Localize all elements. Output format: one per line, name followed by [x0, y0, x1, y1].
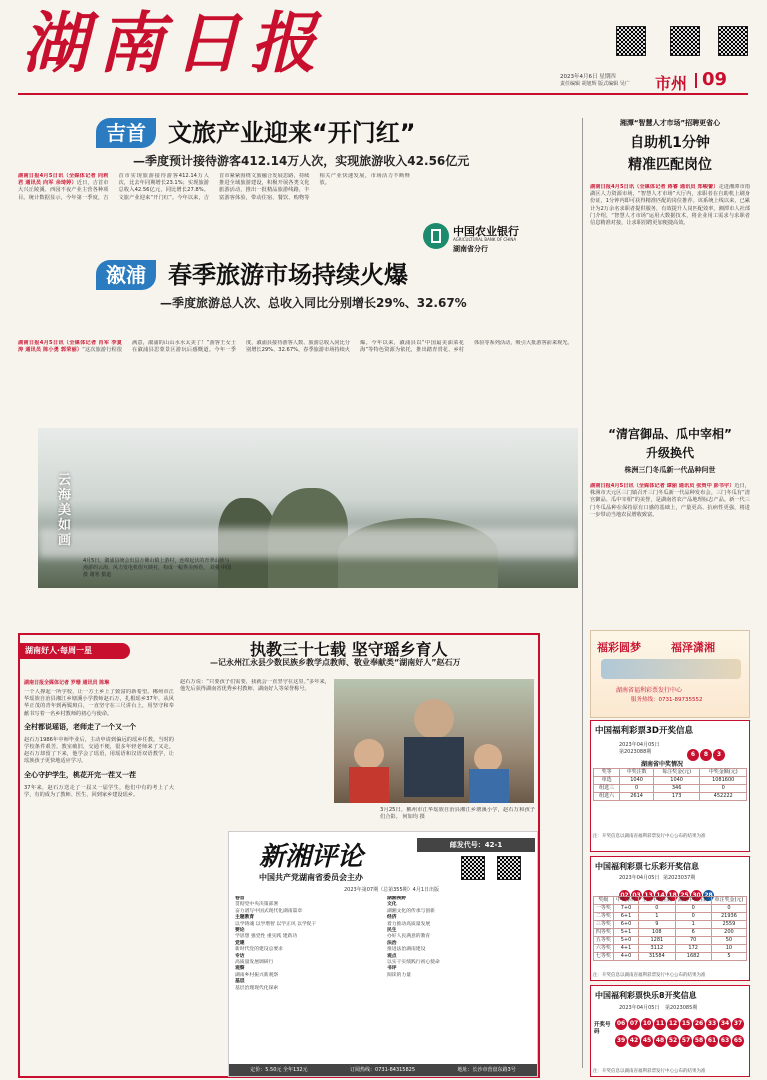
number-ball: 07	[628, 1018, 640, 1030]
lottery-title: 中国福利彩票3D开奖信息	[595, 726, 693, 736]
region-tag: 溆浦	[96, 260, 156, 290]
article-body	[18, 340, 578, 420]
sidebar-article-zhuzhou	[590, 425, 750, 625]
newspaper-title: 湖南日报	[22, 4, 326, 82]
headline: 执教三十七载 坚守瑶乡育人	[250, 640, 448, 659]
toc-item: 新时代党的建设总要求	[235, 947, 283, 953]
toc-item: 观察	[235, 966, 245, 972]
subheadline: —季度旅游总人次、总收入同比分别增长29%、32.67%	[160, 296, 467, 310]
qr-code-journal	[461, 856, 485, 880]
number-ball: 6	[687, 749, 699, 761]
headline-line2: 升级换代	[645, 446, 694, 460]
number-ball: 18	[668, 892, 677, 899]
number-ball: 57	[680, 1035, 692, 1047]
draw-date: 2023年04月05日	[619, 742, 660, 748]
toc-item: 湖湘文化的传承与创新	[387, 908, 435, 914]
photo-caption: 4月5日，溆浦县统会出县万佛山镇上游村，连绵起伏的青翠山岭与漫游的云海，风力发电机组互映衬，构成一幅秀美画卷。 刘强 中国摄 谢寒 摄道	[83, 558, 232, 578]
table-row: 六等奖 4+1 3112 172 10	[594, 945, 747, 953]
table-row: 组选六 2614 173 452222	[594, 793, 747, 801]
region-tag: 吉首	[96, 118, 156, 148]
headline-line2: 精准匹配岗位	[628, 157, 712, 173]
number-ball: 03	[632, 892, 641, 899]
number-ball: 65	[732, 1035, 744, 1047]
journal-footer	[229, 1064, 537, 1076]
toc-left	[235, 896, 380, 1056]
toc-item: 要论	[235, 928, 245, 934]
article-xupu	[18, 258, 578, 638]
toc-item: 办好人民满意的教育	[387, 934, 431, 940]
toc-item: 以实干实绩践行初心使命	[387, 960, 440, 966]
editors: 责任编辑 胡旭辉 版式编辑 吴广	[560, 81, 630, 87]
journal-org: 中国共产党湖南省委员会主办	[259, 873, 363, 882]
number-ball: 33	[706, 1018, 718, 1030]
body-text: “这次旅游行程很满意，溆浦的山山水水太美了！”游客王女士在溆浦县思蒙景区游玩后感慨道。今年一季度，溆浦县接待游客人数、旅游总收入同比分别增长29%、32.67%，春季旅游市场持续火爆。今年以来，溆浦县以“中国最美油菜花海”等特色资源为依托，推出踏青赏花、乡村体验等系列活动，吸引大批游客前来观光。	[82, 340, 573, 354]
article-body	[18, 173, 410, 253]
article-jishou	[18, 118, 578, 253]
table-row: 五等奖 5+0 1281 70 50	[594, 937, 747, 945]
subtitle: 全心守护学生，桃花开完一茬又一茬	[24, 770, 136, 779]
landmark-graphic	[601, 659, 741, 679]
toc-item: 高质量发展调研行	[235, 960, 274, 966]
masthead	[0, 0, 767, 98]
winning-numbers	[687, 741, 726, 761]
toc-item: 专访	[235, 953, 245, 959]
number-ball: 48	[654, 1035, 666, 1047]
bank-ad	[423, 221, 548, 255]
toc-item: 法治	[387, 940, 397, 946]
qr-code-3	[718, 26, 748, 56]
number-ball: 39	[615, 1035, 627, 1047]
number-ball: 25	[680, 892, 689, 899]
disclaimer: 注：开奖信息以湖南省福利彩票发行中心公布的结果为准	[593, 973, 706, 978]
body-paragraph: 一个人撑起一所学校，让一方土乡上了致富的新希望。郴州市江华瑶族自治县湘江乡塘溪小学教师赵石万，扎根瑶乡37年，从风华正茂的青年到两鬓斑白，一直坚守在三尺讲台上，用坚守和奉献书写着一名乡村教师的初心与使命。	[24, 689, 174, 717]
draw-issue: 第2023037期	[663, 875, 696, 881]
lottery-7lc	[590, 856, 750, 981]
journal-code: 邮发代号：42-1	[417, 838, 535, 852]
page-number: 09	[702, 69, 728, 90]
bank-name-en: AGRICULTURAL BANK OF CHINA	[453, 237, 517, 242]
number-ball: 11	[654, 1018, 666, 1030]
number-ball: 8	[700, 749, 712, 761]
toc-item: 学思想 强党性 重实践 建新功	[235, 934, 298, 940]
fucai-center: 湖南省福利彩票发行中心	[616, 687, 683, 694]
table-row: 四等奖 5+1 108 6 200	[594, 929, 747, 937]
pre-headline: 湘潭“智慧人才市场”招聘更省心	[619, 119, 721, 127]
number-ball: 42	[628, 1035, 640, 1047]
toc-right	[387, 896, 532, 1056]
table-row: 二等奖 6+1 1 0 21936	[594, 913, 747, 921]
fucai-brand: 福彩圆梦	[597, 641, 641, 654]
number-ball: 15	[680, 1018, 692, 1030]
toc-item: 民生	[387, 928, 397, 934]
teacher-photo	[334, 679, 534, 803]
xinxiang-ad	[228, 831, 538, 1077]
body-text: 近日，株洲市天元区三门镇召开三门冬瓜新一代品种发布会。三门冬瓜有“清宫御品、瓜中宰相”的美誉，是湖南省农产品地理标志产品。新一代三门冬瓜品种在保持原有口感的基础上，产量更高、抗病性更强，将进一步带动当地农民增收致富。	[590, 483, 750, 518]
toc-item: 书评	[387, 966, 397, 972]
bank-name: 中国农业银行	[453, 225, 519, 238]
table-row: 一等奖 7+0 0 0 0	[594, 905, 747, 913]
journal-phone: 订阅热线：0731-84315825	[350, 1067, 416, 1073]
number-ball: 52	[667, 1035, 679, 1047]
byline: 湖南日报4月5日讯（全媒体记者 肖军 李夏涛 通讯员 陈小勇 郭荣丽）	[18, 340, 122, 354]
toc-heading: 卷首	[235, 896, 245, 901]
toc-heading: 湖湘视野	[387, 896, 407, 901]
number-ball: 26	[693, 1018, 705, 1030]
number-ball: 58	[693, 1035, 705, 1047]
good-people-box	[18, 633, 540, 1078]
byline: 湖南日报4月5日讯（全媒体记者 蒋睿 通讯员 郑峻蕾）	[590, 184, 719, 190]
toc-item: 湖南乡村振兴新观察	[235, 972, 279, 978]
number-ball: 3	[713, 749, 725, 761]
body-text: 近日，吉首市大兴丘陵溪、西园不夜产业主营各种项目。统计数据显示，今年第一季度，吉首市实现旅游接待游客412.14万人次，比去年同期增长23.1%；实现旅游总收入42.56亿元，同比增长27.8%。文旅产业迎来“开门红”。今年以来，吉首市紧紧围绕文旅融合发展思路，持续推进全域旅游建设，积极开展各类文化旅游活动，推出一批精品旅游线路，丰富游客体验，带动住宿、餐饮、购物等相关产业快速发展，市场活力不断释放。	[18, 173, 410, 201]
number-ball: 14	[656, 892, 665, 899]
toc-item: 基层	[235, 979, 245, 985]
special-ball: 28	[704, 892, 713, 899]
toc-item: 着力推动高质量发展	[387, 921, 431, 927]
headline: 文旅产业迎来“开门红”	[168, 119, 416, 147]
column-mid	[180, 679, 330, 719]
draw-issue: 第2023085期	[665, 1005, 698, 1011]
toc-item: 观点	[387, 953, 397, 959]
body-paragraph: 赵石万说：“只要孩子们需要，我就会一直坚守在这里。”多年来，他先后获得湖南省优秀乡村教师、湖南好人等荣誉称号。	[180, 679, 330, 693]
number-ball: 30	[692, 892, 701, 899]
winning-numbers	[615, 1013, 749, 1047]
prize-table	[593, 768, 747, 801]
headline-line1: “清宫御品、瓜中宰相”	[608, 427, 732, 441]
number-ball: 61	[706, 1035, 718, 1047]
issue-line: 2023年第07期（总第355期）4月1日出版	[344, 887, 439, 893]
toc-item: 阅读的力量	[387, 972, 411, 978]
qr-code-2	[670, 26, 700, 56]
byline: 湖南日报4月5日讯（全媒体记者 谭丽 通讯员 张贵中 彭书宇）	[590, 483, 735, 489]
number-ball: 02	[620, 892, 629, 899]
number-ball: 63	[719, 1035, 731, 1047]
numbers-label: 开奖号码	[594, 1022, 611, 1035]
table-row: 组选三 0 346 0	[594, 785, 747, 793]
number-ball: 12	[667, 1018, 679, 1030]
body-paragraph: 赵石万1986年中师毕业后，主动申请到偏远的瑶乡任教。当时的学校条件艰苦，教室破旧，交通不便，很多年轻老师来了又走。赵石万却留了下来，他学会了瑶语，用瑶语和汉语双语教学，让瑶族孩子更快地适应学习。	[24, 736, 174, 765]
photo-title: 云海美如画	[58, 473, 72, 548]
article-body	[590, 483, 750, 633]
toc-item: 主题教育	[235, 915, 255, 921]
qr-code-1	[616, 26, 646, 56]
toc-item: 贯彻党中央决策部署	[235, 902, 279, 908]
table-row: 三等奖 6+0 9 1 2559	[594, 921, 747, 929]
section-tag: 湖南好人·每周一星	[20, 643, 130, 659]
fucai-slogan: 福泽潇湘	[671, 641, 715, 654]
number-ball: 45	[641, 1035, 653, 1047]
bank-branch: 湖南省分行	[453, 245, 488, 253]
lottery-kl8	[590, 985, 750, 1077]
subheadline: —季度预计接待游客412.14万人次，实现旅游收入42.56亿元	[133, 154, 470, 168]
byline: 湖南日报4月5日讯（全媒体记者 向莉君 通讯员 向军 余琦婷）	[18, 173, 109, 187]
number-ball: 10	[641, 1018, 653, 1030]
draw-date: 2023年04月05日	[619, 875, 660, 881]
fucai-hotline: 服务热线：0731-89735552	[631, 697, 703, 703]
body-text: 走进湘潭市雨湖区人力资源市场，“智慧人才市场”大厅内，求职者在自助机上刷身份证，1分钟内即可获得精准匹配的岗位推荐。该系统上线以来，已累计为2万余名求职者提供服务，有效提升人岗匹配效率。湘潭市人社部门介绍，“智慧人才市场”运用大数据技术，将企业用工需求与求职者信息精准对接，让求职招聘更加便捷高效。	[590, 184, 750, 227]
fucai-ad	[590, 630, 750, 718]
issue-date: 2023年4月6日 星期四	[560, 74, 616, 80]
qr-code-journal-2	[497, 856, 521, 880]
subheadline: 株洲三门冬瓜新一代品种问世	[624, 466, 716, 474]
table-header: 奖等 中奖注数 每注奖金(元) 中奖金额(元)	[594, 769, 747, 777]
column-left	[24, 689, 174, 1075]
table-title: 湖南省中奖情况	[641, 761, 684, 768]
lottery-title: 中国福利彩票七乐彩开奖信息	[595, 861, 699, 871]
journal-title: 新湘评论	[259, 842, 364, 872]
toc-item: 文化	[387, 902, 397, 908]
prize-table	[593, 896, 747, 961]
toc-item: 经济	[387, 915, 397, 921]
disclaimer: 注：开奖信息以湖南省福利彩票发行中心公布的结果为准	[593, 834, 706, 839]
toc-item: 以学铸魂 以学增智 以学正风 以学促干	[235, 921, 317, 927]
disclaimer: 注：开奖信息以湖南省福利彩票发行中心公布的结果为准	[593, 1069, 706, 1074]
table-row: 七等奖 4+0 31584 1682 5	[594, 953, 747, 961]
table-row: 单选 1040 1040 1081600	[594, 777, 747, 785]
journal-price: 定价：5.50元 全年132元	[250, 1067, 308, 1073]
photo-caption: 3月25日，郴州市江华瑶族自治县湘江乡塘溪小学，赵石万和孩子们合影。 何如均 摄	[380, 807, 535, 821]
subheadline: —记永州江永县少数民族乡教学点教师、敬业奉献类“湖南好人”赵石万	[210, 658, 461, 667]
number-ball: 37	[732, 1018, 744, 1030]
sidebar-rule	[582, 118, 583, 1068]
number-ball: 06	[615, 1018, 627, 1030]
journal-address: 地址：长沙市营盘东路3号	[457, 1067, 516, 1073]
headline: 春季旅游市场持续火爆	[168, 261, 408, 289]
number-ball: 34	[719, 1018, 731, 1030]
toc-item: 党建	[235, 940, 245, 946]
toc-item: 奋力谱写中国式现代化湖南篇章	[235, 908, 303, 914]
table-header: 奖级 中奖条件 全国中奖注数 湖南中奖注数 单注奖金(元)	[594, 897, 747, 905]
subtitle: 全村都说瑶语，老师走了一个又一个	[24, 722, 136, 731]
toc-item: 基层治理现代化探索	[235, 985, 279, 991]
toc-item: 推进法治湖南建设	[387, 947, 426, 953]
draw-date: 2023年04月05日	[619, 1005, 660, 1011]
draw-issue: 第2023088期	[619, 749, 652, 755]
headline-line1: 自助机1分钟	[630, 135, 710, 151]
lottery-title: 中国福利彩票快乐8开奖信息	[595, 990, 697, 1000]
article-body	[590, 184, 750, 420]
sidebar-article-xiangtan	[590, 118, 750, 418]
byline: 湖南日报全媒体记者 罗珊 通讯员 陈琳	[24, 680, 110, 686]
lottery-3d	[590, 720, 750, 852]
masthead-rule	[18, 93, 748, 95]
body-paragraph: 37年来，赵石万送走了一届又一届学生，他们中有的考上了大学，有的成为了教师、医生，回到家乡建设瑶乡。	[24, 784, 174, 798]
number-ball: 13	[644, 892, 653, 899]
section-name: 市州	[655, 74, 688, 93]
